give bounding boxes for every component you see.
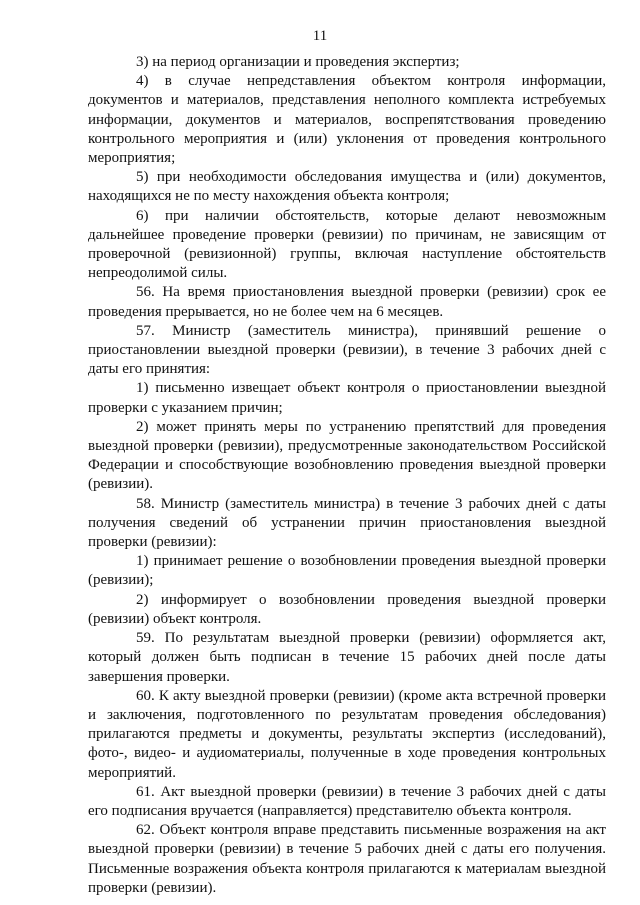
paragraph: 60. К акту выездной проверки (ревизии) (кроме акта встречной проверки и заключения, подготовленного по результатам проведения обследования) прилагаются предметы и документы, результаты экспертиз (исследований), фото-, видео- и аудиоматериалы, полученные в ходе проведения контрольных мероприятий. — [88, 687, 606, 781]
document-body — [88, 53, 606, 898]
paragraph: 4) в случае непредставления объектом контроля информации, документов и материалов, представления неполного комплекта истребуемых информации, документов и материалов, воспрепятствования проведению контрольного мероприятия и (или) уклонения от проведения контрольного мероприятия; — [88, 73, 606, 167]
paragraph: 3) на период организации и проведения экспертиз; — [136, 54, 460, 70]
paragraph: 57. Министр (заместитель министра), принявший решение о приостановлении выездной проверки (ревизии), в течение 3 рабочих дней с даты его принятия: — [88, 322, 606, 378]
paragraph: 5) при необходимости обследования имущества и (или) документов, находящихся не по месту нахождения объекта контроля; — [88, 169, 606, 205]
paragraph: 56. На время приостановления выездной проверки (ревизии) срок ее проведения прерывается, но не более чем на 6 месяцев. — [88, 284, 606, 320]
paragraph: 62. Объект контроля вправе представить письменные возражения на акт выездной проверки (ревизии) в течение 5 рабочих дней с даты его получения. Письменные возражения объекта контроля прилагаются к материалам выездной проверки (ревизии). — [88, 822, 606, 896]
paragraph: 2) может принять меры по устранению препятствий для проведения выездной проверки (ревизии), предусмотренные законодательством Российской Федерации и способствующие возобновлению проведения выездной проверки (ревизии). — [88, 418, 606, 493]
paragraph: 59. По результатам выездной проверки (ревизии) оформляется акт, который должен быть подписан в течение 15 рабочих дней после даты завершения проверки. — [88, 630, 606, 685]
paragraph: 1) письменно извещает объект контроля о приостановлении выездной проверки с указанием причин; — [88, 380, 606, 416]
paragraph: 2) информирует о возобновлении проведения выездной проверки (ревизии) объект контроля. — [88, 591, 606, 627]
paragraph: 58. Министр (заместитель министра) в течение 3 рабочих дней с даты получения сведений об устранении причин приостановления выездной проверки (ревизии): — [88, 495, 606, 551]
paragraph: 1) принимает решение о возобновлении проведения выездной проверки (ревизии); — [88, 553, 606, 589]
paragraph: 6) при наличии обстоятельств, которые делают невозможным дальнейшее проведение проверки (ревизии) по причинам, не зависящим от проверочной (ревизионной) группы, включая наступление обстоятельств непреодолимой силы. — [88, 207, 606, 282]
paragraph: 61. Акт выездной проверки (ревизии) в течение 3 рабочих дней с даты его подписания вручается (направляется) представителю объекта контроля. — [88, 783, 606, 819]
page-number: 11 — [312, 28, 328, 44]
